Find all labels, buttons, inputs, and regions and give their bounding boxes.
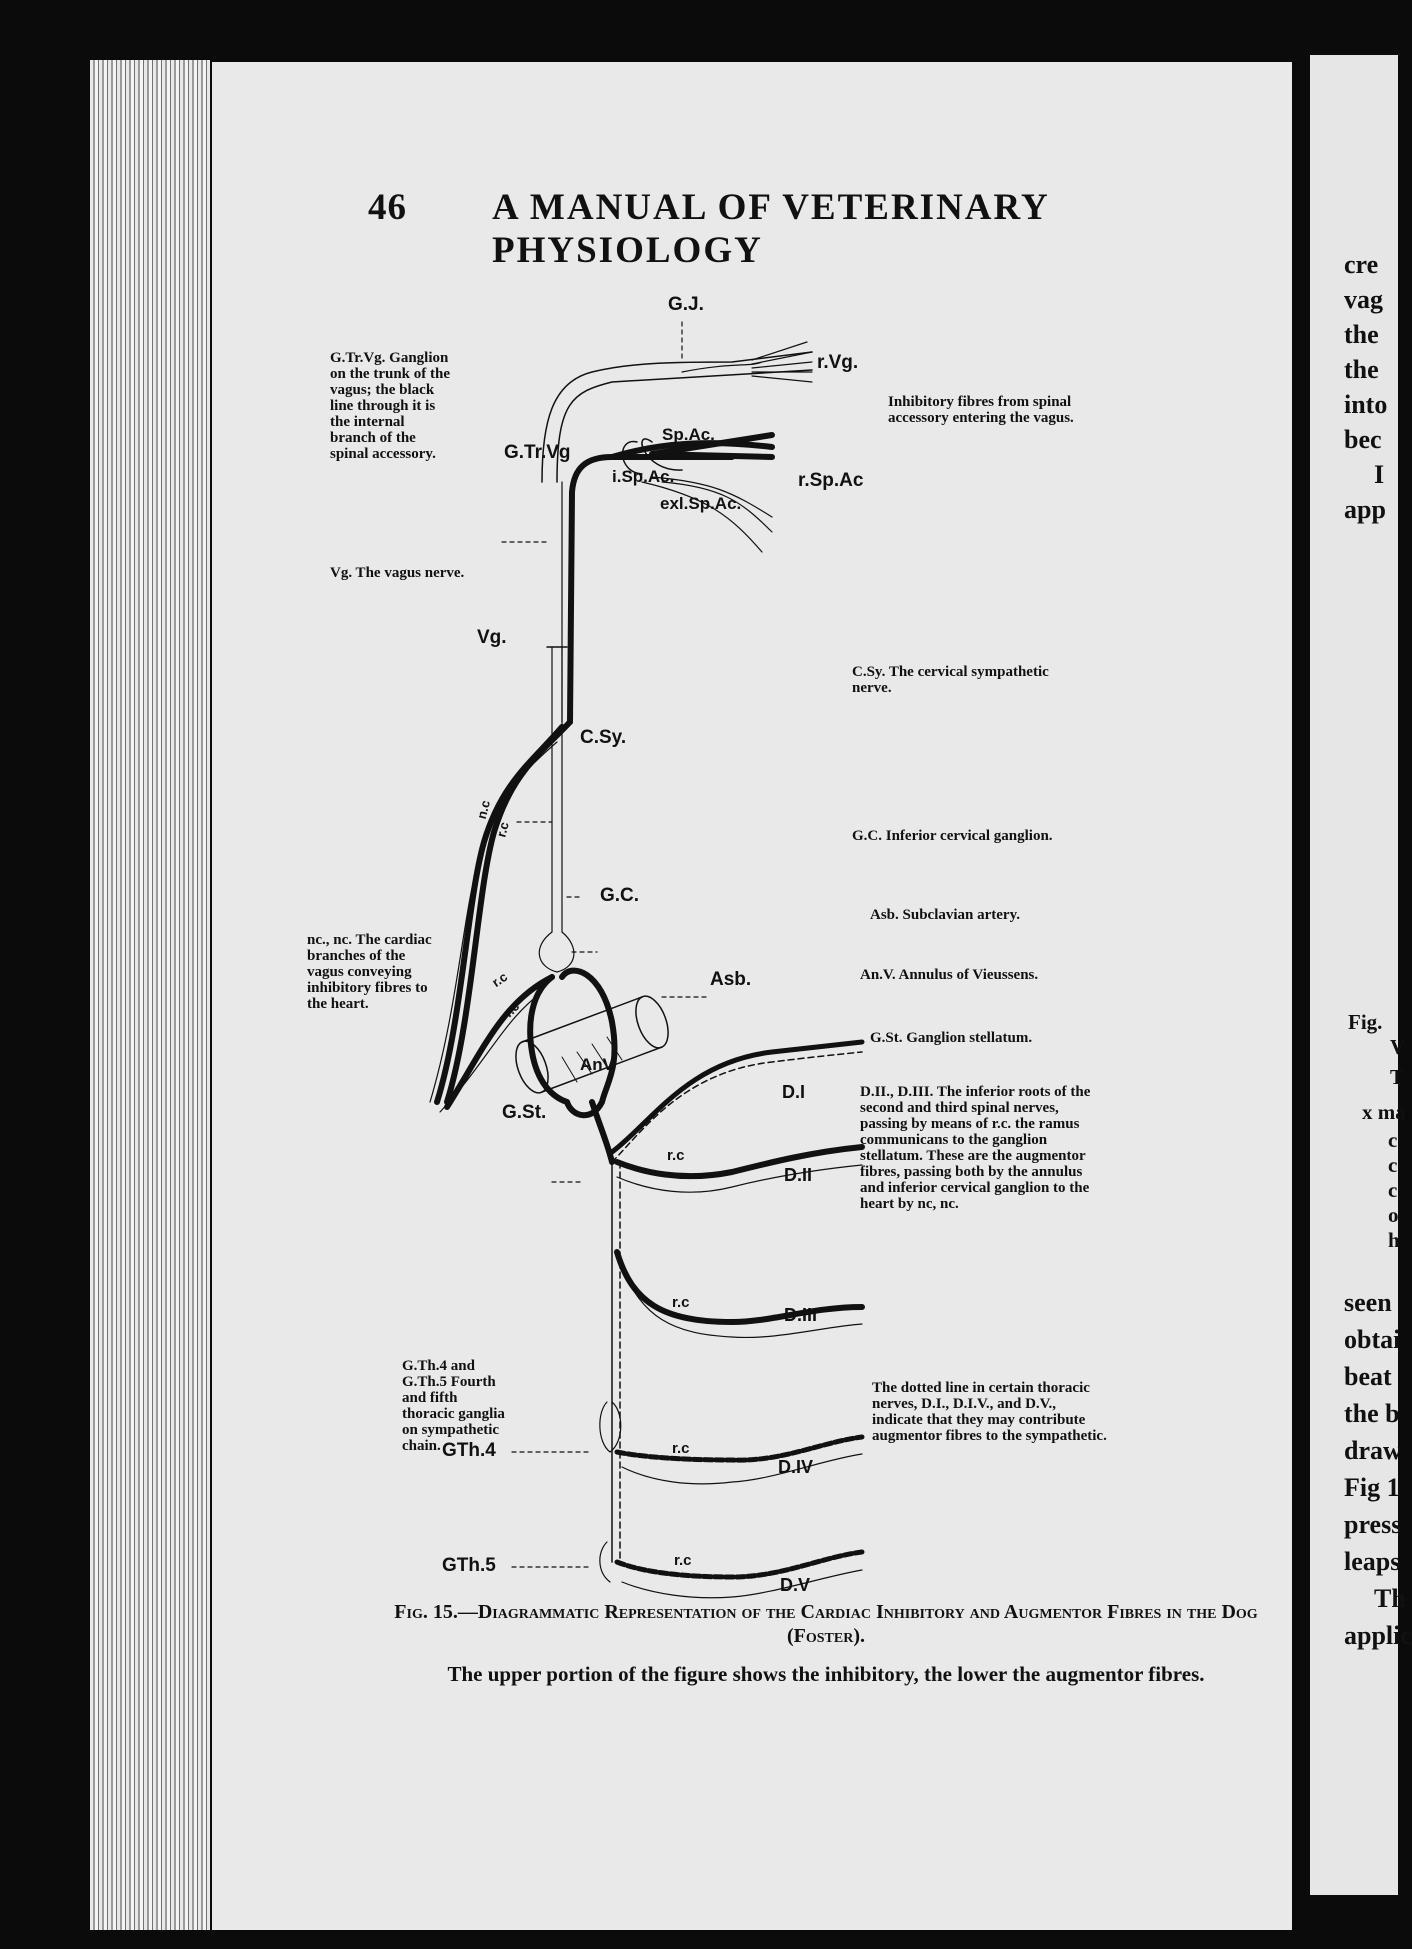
facing-line-17: h (1388, 1228, 1400, 1252)
facing-line-4: the (1344, 355, 1379, 384)
facing-line-9: Fig. (1348, 1010, 1383, 1034)
tag-exlspac: exl.Sp.Ac. (660, 494, 742, 513)
facing-line-23: Fig 1 (1344, 1473, 1400, 1502)
note-vg: Vg. The vagus nerve. (330, 565, 465, 581)
facing-line-6: bec (1344, 425, 1382, 454)
note-dotted: The dotted line in certain thoracic nerves, D.I., D.I.V., and D.V., indicate that they may contribute augmentor fibres to the sympathetic. (872, 1380, 1107, 1444)
note-gc: G.C. Inferior cervical ganglion. (852, 828, 1053, 844)
tag-csy: C.Sy. (580, 727, 627, 748)
tag-gtrvg: G.Tr.Vg (504, 442, 571, 463)
tag-nc-upper: n.c (473, 798, 494, 821)
tag-d5: D.V (780, 1575, 811, 1595)
tag-rc-d2: r.c (667, 1147, 685, 1164)
tag-rc-d3: r.c (672, 1294, 690, 1311)
facing-line-16: o (1388, 1203, 1399, 1227)
facing-line-3: the (1344, 320, 1379, 349)
facing-line-13: c (1388, 1128, 1398, 1152)
facing-line-18: seen (1344, 1288, 1392, 1317)
facing-line-24: press (1344, 1510, 1402, 1539)
facing-line-14: c (1388, 1153, 1398, 1177)
tag-gth4: GTh.4 (442, 1440, 496, 1461)
tag-vg: Vg. (477, 627, 507, 648)
facing-line-15: c (1388, 1178, 1398, 1202)
facing-line-22: draw (1344, 1436, 1402, 1465)
note-gst: G.St. Ganglion stellatum. (870, 1030, 1033, 1046)
tag-d3: D.III (784, 1305, 818, 1325)
facing-line-7: I (1374, 460, 1385, 489)
facing-page (1310, 55, 1412, 1895)
tag-asb: Asb. (710, 969, 752, 990)
facing-line-2: vag (1344, 285, 1383, 314)
note-anv: An.V. Annulus of Vieussens. (860, 967, 1039, 983)
tag-gth5: GTh.5 (442, 1555, 496, 1576)
tag-gst: G.St. (502, 1102, 547, 1123)
tag-gc: G.C. (600, 885, 640, 906)
note-inhibitory: Inhibitory fibres from spinal accessory entering the vagus. (888, 394, 1074, 426)
tag-rspac: r.Sp.Ac (798, 470, 864, 491)
figure-description: The upper portion of the figure shows the inhibitory, the lower the augmentor fibres. (447, 1662, 1205, 1686)
note-gth: G.Th.4 and G.Th.5 Fourth and fifth thoracic ganglia on sympathetic chain. (402, 1358, 505, 1454)
tag-ispac: i.Sp.Ac. (612, 467, 675, 486)
facing-line-26: Th (1374, 1584, 1406, 1613)
facing-line-8: app (1344, 495, 1386, 524)
facing-line-1: cre (1344, 250, 1379, 279)
note-asb: Asb. Subclavian artery. (870, 907, 1021, 923)
note-csy: C.Sy. The cervical sympathetic nerve. (852, 664, 1049, 696)
facing-line-19: obtai (1344, 1325, 1401, 1354)
facing-line-5: into (1344, 390, 1388, 419)
tag-d1: D.I (782, 1082, 806, 1102)
tag-d4: D.IV (778, 1457, 814, 1477)
facing-line-27: applic (1344, 1621, 1412, 1650)
book-page (212, 62, 1292, 1930)
tag-spac: Sp.Ac. (662, 425, 715, 444)
page-number: 46 (368, 187, 407, 228)
tag-nc-lower: r.c (489, 969, 511, 990)
facing-line-20: beat (1344, 1362, 1392, 1391)
tag-d2: D.II (784, 1165, 813, 1185)
facing-line-21: the b (1344, 1399, 1400, 1428)
note-nc: nc., nc. The cardiac branches of the vagus conveying inhibitory fibres to the heart. (307, 932, 432, 1012)
note-d2d3: D.II., D.III. The inferior roots of the second and third spinal nerves, passing by means of r.c. the ramus communicans to the ganglion stellatum. These are the augmentor fibres, passing both by the annulus and inferior cervical ganglion to the heart by nc, nc. (860, 1084, 1091, 1212)
tag-gj: G.J. (668, 294, 704, 315)
tag-nc-upper-2: r.c (493, 820, 512, 839)
tag-rc-d5: r.c (674, 1552, 692, 1569)
page-title: A MANUAL OF VETERINARY PHYSIOLOGY (492, 187, 1049, 271)
note-gtrvg: G.Tr.Vg. Ganglion on the trunk of the vagus; the black line through it is the internal branch of the spinal accessory. (330, 350, 451, 462)
facing-line-12: x ma (1362, 1100, 1406, 1124)
tag-rc-d4: r.c (672, 1440, 690, 1457)
facing-line-10: V (1390, 1035, 1406, 1059)
facing-line-25: leaps (1344, 1547, 1401, 1576)
book-spine (90, 60, 210, 1930)
facing-line-11: T (1390, 1065, 1405, 1089)
figure-caption: Fig. 15.—Diagrammatic Representation of the Cardiac Inhibitory and Augmentor Fibres in the Dog (Foster). (394, 1601, 1258, 1647)
tag-rvg: r.Vg. (817, 352, 859, 373)
tag-anv: AnV (580, 1055, 614, 1074)
tag-nc-lower-2: r.c (500, 998, 523, 1021)
